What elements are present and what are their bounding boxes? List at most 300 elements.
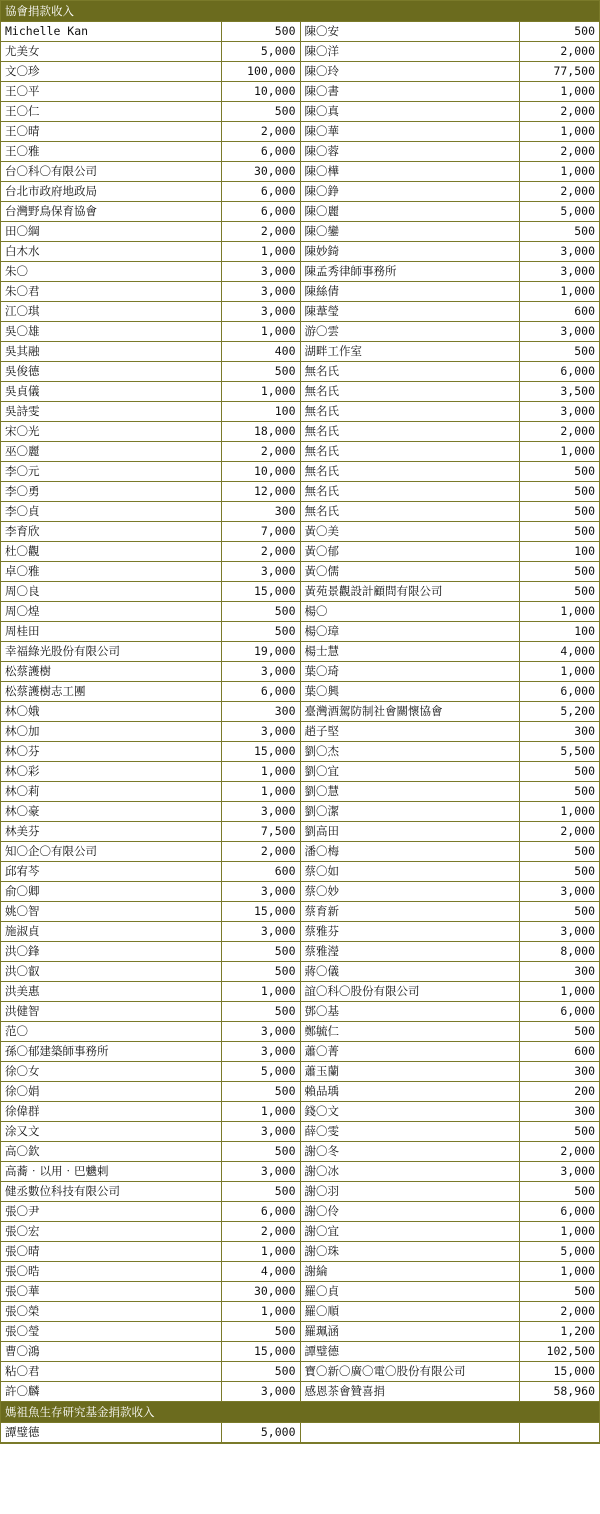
donor-name: 周桂田 <box>1 622 221 642</box>
donation-amount: 500 <box>519 862 599 882</box>
donation-amount: 1,000 <box>519 162 599 182</box>
table-row <box>1 22 599 42</box>
donor-name: 台〇科〇有限公司 <box>1 162 221 182</box>
donation-amount: 3,000 <box>221 1162 300 1182</box>
donor-name: 無名氏 <box>300 462 519 482</box>
donation-amount: 500 <box>221 1362 300 1382</box>
donation-amount: 1,000 <box>221 1302 300 1322</box>
donation-amount: 5,000 <box>221 1423 300 1443</box>
donor-name: 陳葦瑩 <box>300 302 519 322</box>
donor-name: 洪美惠 <box>1 982 221 1002</box>
donation-amount: 1,000 <box>221 322 300 342</box>
table-row <box>1 642 599 662</box>
donation-amount: 500 <box>519 562 599 582</box>
donation-amount: 1,000 <box>221 782 300 802</box>
table-row <box>1 362 599 382</box>
donation-amount: 1,000 <box>221 1242 300 1262</box>
donor-name: 謝〇冰 <box>300 1162 519 1182</box>
donation-amount: 2,000 <box>519 102 599 122</box>
table-row <box>1 282 599 302</box>
donation-amount: 1,000 <box>519 662 599 682</box>
donor-name: 林〇芬 <box>1 742 221 762</box>
table-row <box>1 702 599 722</box>
donor-name: 張〇華 <box>1 1282 221 1302</box>
table-row <box>1 502 599 522</box>
donor-name: 洪健智 <box>1 1002 221 1022</box>
donation-amount: 3,000 <box>519 322 599 342</box>
donor-name: 周〇良 <box>1 582 221 602</box>
donor-name: 謝〇冬 <box>300 1142 519 1162</box>
table-row <box>1 482 599 502</box>
donor-name: 劉〇潔 <box>300 802 519 822</box>
donation-amount: 4,000 <box>221 1262 300 1282</box>
table-row <box>1 342 599 362</box>
donation-amount: 1,000 <box>221 982 300 1002</box>
donor-name: 白木水 <box>1 242 221 262</box>
donation-amount: 1,000 <box>519 1222 599 1242</box>
donor-name: 張〇尹 <box>1 1202 221 1222</box>
table-row <box>1 962 599 982</box>
donation-amount: 3,000 <box>519 922 599 942</box>
donation-amount: 3,000 <box>519 402 599 422</box>
table-row <box>1 1162 599 1182</box>
donation-amount: 500 <box>519 582 599 602</box>
donor-name: 林〇娥 <box>1 702 221 722</box>
donor-name: 邱宥芩 <box>1 862 221 882</box>
donation-amount: 300 <box>221 502 300 522</box>
donation-amount: 6,000 <box>519 682 599 702</box>
donor-name: 王〇仁 <box>1 102 221 122</box>
table-row <box>1 1262 599 1282</box>
donation-amount: 100 <box>221 402 300 422</box>
table-row <box>1 682 599 702</box>
donor-name: 誼〇科〇股份有限公司 <box>300 982 519 1002</box>
donation-amount: 7,000 <box>221 522 300 542</box>
donor-name: 張〇宏 <box>1 1222 221 1242</box>
donor-name: 陳〇麗 <box>300 202 519 222</box>
donor-name: 葉〇興 <box>300 682 519 702</box>
donor-name: 游〇雲 <box>300 322 519 342</box>
table-row <box>1 1302 599 1322</box>
donor-name: 高〇欽 <box>1 1142 221 1162</box>
donation-amount: 100 <box>519 622 599 642</box>
donor-name: 高蕎‧以用‧巴魕剌 <box>1 1162 221 1182</box>
table-row <box>1 722 599 742</box>
donor-name: 譚璧德 <box>1 1423 221 1443</box>
donor-name: 松蔡護樹 <box>1 662 221 682</box>
donor-name: 姚〇智 <box>1 902 221 922</box>
donor-name: 健丞數位科技有限公司 <box>1 1182 221 1202</box>
donor-name: 李〇勇 <box>1 482 221 502</box>
donor-name: 陳〇玲 <box>300 62 519 82</box>
donor-name: 譚璧德 <box>300 1342 519 1362</box>
donor-name: 陳〇鑾 <box>300 222 519 242</box>
donor-name: 謝〇珠 <box>300 1242 519 1262</box>
table-row <box>1 602 599 622</box>
donor-name: 吳〇雄 <box>1 322 221 342</box>
donation-amount: 600 <box>519 1042 599 1062</box>
section-header-fund <box>1 1402 599 1423</box>
donor-name: 劉〇宜 <box>300 762 519 782</box>
donor-name: 蔡〇如 <box>300 862 519 882</box>
donor-name: 蔡雅瀅 <box>300 942 519 962</box>
donation-amount: 15,000 <box>221 1342 300 1362</box>
donor-name: 無名氏 <box>300 482 519 502</box>
donor-name: 尤美女 <box>1 42 221 62</box>
donor-name: 謝〇宜 <box>300 1222 519 1242</box>
donor-name: 李〇貞 <box>1 502 221 522</box>
donation-amount: 500 <box>519 462 599 482</box>
donor-name: 劉〇慧 <box>300 782 519 802</box>
donation-amount: 500 <box>221 1002 300 1022</box>
donor-name: 巫〇麗 <box>1 442 221 462</box>
donor-name: 文〇珍 <box>1 62 221 82</box>
donor-name: 無名氏 <box>300 362 519 382</box>
donor-name: 葉〇琦 <box>300 662 519 682</box>
donor-name: 陳〇洋 <box>300 42 519 62</box>
donor-name: 劉〇杰 <box>300 742 519 762</box>
donation-amount: 15,000 <box>221 742 300 762</box>
donor-name: 粘〇君 <box>1 1362 221 1382</box>
table-row <box>1 122 599 142</box>
donation-amount: 500 <box>519 782 599 802</box>
donation-amount: 500 <box>519 22 599 42</box>
table-row <box>1 622 599 642</box>
donation-amount: 500 <box>519 1122 599 1142</box>
donor-name: 蔡〇妙 <box>300 882 519 902</box>
donation-amount: 2,000 <box>221 1222 300 1242</box>
donor-name: 張〇瑩 <box>1 1322 221 1342</box>
donor-name: 潘〇梅 <box>300 842 519 862</box>
donation-amount: 500 <box>519 842 599 862</box>
table-row <box>1 1382 599 1402</box>
table-row <box>1 882 599 902</box>
donation-amount: 15,000 <box>519 1362 599 1382</box>
table-row <box>1 402 599 422</box>
table-row <box>1 262 599 282</box>
table-row <box>1 522 599 542</box>
donation-amount: 5,000 <box>519 202 599 222</box>
donation-amount: 2,000 <box>221 442 300 462</box>
donation-amount: 1,000 <box>519 1262 599 1282</box>
donor-name: 蕭玉蘭 <box>300 1062 519 1082</box>
donor-name: 寶〇新〇廣〇電〇股份有限公司 <box>300 1362 519 1382</box>
donor-name: 謝〇羽 <box>300 1182 519 1202</box>
donor-name: 王〇平 <box>1 82 221 102</box>
donor-name: 楊〇璋 <box>300 622 519 642</box>
donor-name: 趙子堅 <box>300 722 519 742</box>
table-row <box>1 62 599 82</box>
donor-name: 田〇綱 <box>1 222 221 242</box>
donation-amount: 2,000 <box>221 842 300 862</box>
donation-amount: 6,000 <box>221 682 300 702</box>
donation-amount: 500 <box>519 1022 599 1042</box>
donation-amount: 1,200 <box>519 1322 599 1342</box>
donation-amount: 500 <box>221 1182 300 1202</box>
donor-name: 蕭〇菁 <box>300 1042 519 1062</box>
donation-amount: 1,000 <box>519 282 599 302</box>
donation-amount: 1,000 <box>221 242 300 262</box>
donor-name: 錢〇文 <box>300 1102 519 1122</box>
donation-amount: 300 <box>519 722 599 742</box>
donation-amount: 500 <box>519 1182 599 1202</box>
table-row <box>1 1423 599 1443</box>
donation-amount: 500 <box>221 1082 300 1102</box>
donation-amount: 3,000 <box>221 882 300 902</box>
donor-name: 涂又文 <box>1 1122 221 1142</box>
donation-amount: 6,000 <box>221 182 300 202</box>
table-row <box>1 382 599 402</box>
table-row <box>1 422 599 442</box>
table-row <box>1 1182 599 1202</box>
donation-amount: 6,000 <box>519 362 599 382</box>
donor-name: 洪〇叡 <box>1 962 221 982</box>
donor-name: 吳貞儀 <box>1 382 221 402</box>
donation-amount: 3,000 <box>519 242 599 262</box>
donor-name: 賴品瑀 <box>300 1082 519 1102</box>
donation-amount: 3,000 <box>519 882 599 902</box>
donation-amount: 3,000 <box>221 282 300 302</box>
donation-amount: 500 <box>221 22 300 42</box>
donation-amount: 1,000 <box>519 802 599 822</box>
table-row <box>1 1002 599 1022</box>
table-row <box>1 542 599 562</box>
table-row <box>1 242 599 262</box>
donation-amount: 3,000 <box>221 1022 300 1042</box>
donor-name: 黃苑景觀設計顧問有限公司 <box>300 582 519 602</box>
donation-amount: 1,000 <box>519 602 599 622</box>
donor-name: 施淑貞 <box>1 922 221 942</box>
donor-name: 知〇企〇有限公司 <box>1 842 221 862</box>
donation-amount: 500 <box>519 342 599 362</box>
donor-name: 黃〇郁 <box>300 542 519 562</box>
table-row <box>1 1082 599 1102</box>
donation-amount: 6,000 <box>221 142 300 162</box>
donor-name: 台灣野鳥保育協會 <box>1 202 221 222</box>
table-row <box>1 822 599 842</box>
donor-name: 吳詩雯 <box>1 402 221 422</box>
donor-name: 陳孟秀律師事務所 <box>300 262 519 282</box>
table-row <box>1 762 599 782</box>
donor-name: 林〇加 <box>1 722 221 742</box>
donor-name: 陳〇安 <box>300 22 519 42</box>
table-row <box>1 742 599 762</box>
donor-name: 台北市政府地政局 <box>1 182 221 202</box>
donation-amount: 500 <box>221 622 300 642</box>
donation-amount: 3,000 <box>221 562 300 582</box>
donation-amount: 500 <box>221 942 300 962</box>
donation-amount: 5,000 <box>221 1062 300 1082</box>
donation-amount: 200 <box>519 1082 599 1102</box>
table-row <box>1 842 599 862</box>
donation-amount: 100,000 <box>221 62 300 82</box>
donor-name: 楊士慧 <box>300 642 519 662</box>
donor-name: 江〇琪 <box>1 302 221 322</box>
donation-amount: 500 <box>221 1142 300 1162</box>
donation-amount: 3,000 <box>221 802 300 822</box>
donor-name: 臺灣酒駕防制社會關懷協會 <box>300 702 519 722</box>
donor-name: 黃〇儒 <box>300 562 519 582</box>
donor-name: 陳〇蓉 <box>300 142 519 162</box>
table-row <box>1 1362 599 1382</box>
donor-name: 徐〇女 <box>1 1062 221 1082</box>
donation-amount: 3,000 <box>221 1382 300 1402</box>
donor-name: 鄭毓仁 <box>300 1022 519 1042</box>
donor-name: 范〇 <box>1 1022 221 1042</box>
donor-name: 陳〇樺 <box>300 162 519 182</box>
donation-amount: 3,000 <box>221 662 300 682</box>
donation-amount: 500 <box>221 1322 300 1342</box>
donor-name: 蔣〇儀 <box>300 962 519 982</box>
donor-name: 薛〇雯 <box>300 1122 519 1142</box>
section-title: 媽祖魚生存研究基金捐款收入 <box>1 1402 599 1423</box>
donor-name: 無名氏 <box>300 402 519 422</box>
donor-name: 林美芬 <box>1 822 221 842</box>
table-row <box>1 862 599 882</box>
table-row <box>1 942 599 962</box>
donation-amount: 2,000 <box>519 422 599 442</box>
donor-name: 陳絲倩 <box>300 282 519 302</box>
table-row <box>1 302 599 322</box>
donor-name: 劉高田 <box>300 822 519 842</box>
table-row <box>1 1122 599 1142</box>
donation-amount: 1,000 <box>519 82 599 102</box>
donor-name: 李〇元 <box>1 462 221 482</box>
donor-name: 無名氏 <box>300 422 519 442</box>
donation-amount: 5,500 <box>519 742 599 762</box>
donation-amount: 300 <box>221 702 300 722</box>
donor-name: 林〇豪 <box>1 802 221 822</box>
donor-name: 張〇晧 <box>1 1262 221 1282</box>
donor-name: 周〇煌 <box>1 602 221 622</box>
donation-amount: 6,000 <box>519 1002 599 1022</box>
donation-amount: 5,200 <box>519 702 599 722</box>
section-header-association <box>1 1 599 22</box>
donation-amount: 8,000 <box>519 942 599 962</box>
donor-name: 吳其融 <box>1 342 221 362</box>
donation-amount: 2,000 <box>519 142 599 162</box>
donation-amount: 3,000 <box>519 262 599 282</box>
donor-name: 王〇雅 <box>1 142 221 162</box>
donation-amount: 500 <box>519 222 599 242</box>
donation-amount: 500 <box>519 522 599 542</box>
donor-name: 幸福綠光股份有限公司 <box>1 642 221 662</box>
table-row <box>1 42 599 62</box>
table-row <box>1 1102 599 1122</box>
table-row <box>1 462 599 482</box>
table-row <box>1 222 599 242</box>
donation-amount: 500 <box>519 502 599 522</box>
donor-name: 徐偉群 <box>1 1102 221 1122</box>
table-row <box>1 322 599 342</box>
donation-amount: 1,000 <box>519 442 599 462</box>
donor-name: 吳俊德 <box>1 362 221 382</box>
table-row <box>1 162 599 182</box>
donor-name: Michelle Kan <box>1 22 221 42</box>
donation-amount: 500 <box>221 102 300 122</box>
table-row <box>1 1042 599 1062</box>
donation-amount: 600 <box>519 302 599 322</box>
donor-name: 俞〇卿 <box>1 882 221 902</box>
donor-name: 杜〇觀 <box>1 542 221 562</box>
table-row <box>1 1322 599 1342</box>
donation-amount: 500 <box>519 902 599 922</box>
table-row <box>1 662 599 682</box>
donation-amount: 3,000 <box>221 1042 300 1062</box>
table-row <box>1 1202 599 1222</box>
donor-name: 孫〇郁建築師事務所 <box>1 1042 221 1062</box>
donation-amount: 2,000 <box>221 122 300 142</box>
donor-name: 黃〇美 <box>300 522 519 542</box>
donation-amount: 500 <box>221 962 300 982</box>
table-row <box>1 1142 599 1162</box>
donation-amount: 3,000 <box>221 302 300 322</box>
donation-amount: 1,000 <box>519 982 599 1002</box>
donor-name: 朱〇君 <box>1 282 221 302</box>
donation-amount: 3,000 <box>221 922 300 942</box>
donation-amount: 500 <box>519 1282 599 1302</box>
table-row <box>1 142 599 162</box>
donor-name: 謝綸 <box>300 1262 519 1282</box>
donation-amount: 30,000 <box>221 1282 300 1302</box>
donor-name: 鄧〇基 <box>300 1002 519 1022</box>
donation-amount: 300 <box>519 1062 599 1082</box>
donation-amount: 2,000 <box>519 42 599 62</box>
donation-amount: 500 <box>221 362 300 382</box>
donor-name: 徐〇娟 <box>1 1082 221 1102</box>
table-row <box>1 582 599 602</box>
donation-amount: 5,000 <box>519 1242 599 1262</box>
donation-amount <box>519 1423 599 1443</box>
donor-name: 洪〇鋒 <box>1 942 221 962</box>
table-row <box>1 902 599 922</box>
donor-name: 謝〇伶 <box>300 1202 519 1222</box>
table-row <box>1 1342 599 1362</box>
donor-name: 陳〇書 <box>300 82 519 102</box>
table-row <box>1 202 599 222</box>
donor-name: 陳妙錡 <box>300 242 519 262</box>
donation-amount: 100 <box>519 542 599 562</box>
table-row <box>1 1242 599 1262</box>
donor-name: 朱〇 <box>1 262 221 282</box>
donation-amount: 1,000 <box>221 382 300 402</box>
table-row <box>1 982 599 1002</box>
donor-name: 陳〇華 <box>300 122 519 142</box>
donation-amount: 58,960 <box>519 1382 599 1402</box>
donation-amount: 6,000 <box>519 1202 599 1222</box>
donation-amount: 7,500 <box>221 822 300 842</box>
table-row <box>1 922 599 942</box>
donor-name: 陳〇真 <box>300 102 519 122</box>
table-row <box>1 1222 599 1242</box>
table-row <box>1 1282 599 1302</box>
donation-amount: 500 <box>519 762 599 782</box>
donor-name: 王〇晴 <box>1 122 221 142</box>
donation-amount: 3,000 <box>221 1122 300 1142</box>
table-row <box>1 782 599 802</box>
donation-amount: 18,000 <box>221 422 300 442</box>
donation-amount: 600 <box>221 862 300 882</box>
donation-amount: 2,000 <box>221 222 300 242</box>
donation-amount: 3,000 <box>221 722 300 742</box>
donation-amount: 300 <box>519 1102 599 1122</box>
donor-name: 蔡育新 <box>300 902 519 922</box>
donation-amount: 6,000 <box>221 1202 300 1222</box>
donor-name: 宋〇光 <box>1 422 221 442</box>
donor-name: 羅〇順 <box>300 1302 519 1322</box>
donor-name: 李育欣 <box>1 522 221 542</box>
table-row <box>1 82 599 102</box>
